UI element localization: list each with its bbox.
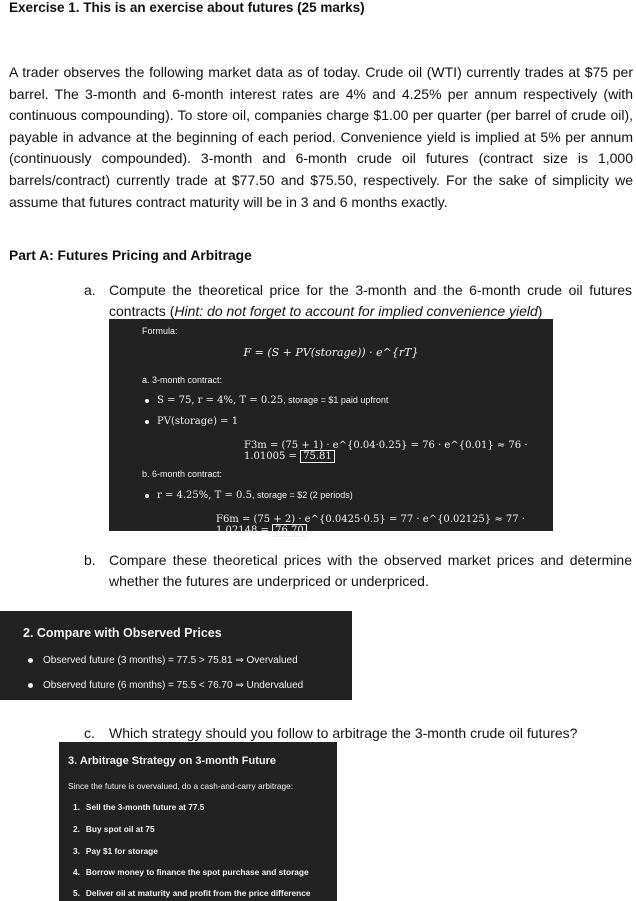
arbitrage-step — [73, 824, 161, 834]
compare-item-6m-text: Observed future (6 months) = 75.5 < 76.70 ⇒ Undervalued — [43, 680, 304, 691]
arbitrage-heading: 3. Arbitrage Strategy on 3-month Future — [68, 755, 277, 767]
compare-item-3m-text: Observed future (3 months) = 77.5 > 75.81 ⇒ Overvalued — [43, 655, 298, 666]
section-3m-heading: a. 3-month contract: — [142, 375, 223, 385]
arbitrage-step — [73, 867, 315, 877]
question-a-hint: Hint: do not forget to account for implied convenience yield — [174, 303, 538, 319]
part-a-heading: Part A: Futures Pricing and Arbitrage — [9, 248, 252, 263]
answer-box-futures-pricing — [109, 319, 553, 536]
section-6m-heading: b. 6-month contract: — [142, 469, 223, 479]
step-text: Borrow money to finance the spot purchase and storage — [85, 867, 309, 877]
question-c — [84, 723, 629, 744]
inputs-6m-math: r = 4.25%, T = 0.5 — [157, 490, 252, 501]
arbitrage-intro: Since the future is overvalued, do a cash-and-carry arbitrage: — [68, 781, 294, 791]
question-a-label: a. — [84, 282, 96, 298]
question-c-label: c. — [84, 725, 95, 741]
arbitrage-step — [73, 802, 210, 812]
arbitrage-step — [73, 846, 164, 856]
question-a — [84, 280, 632, 322]
storage-3m-math: PV(storage) = 1 — [157, 416, 239, 427]
bullet-3m-storage — [145, 416, 238, 427]
arbitrage-step — [73, 888, 316, 898]
step-number: 5. — [73, 888, 80, 898]
formula: F = (S + PV(storage)) · e^{rT} — [243, 346, 419, 359]
exercise-title: Exercise 1. This is an exercise about futures (25 marks) — [9, 0, 365, 15]
equation-3m-body: F3m = (75 + 1) · e^{0.04·0.25} = 76 · e^{0.01} ≈ 76 · 1.01005 = — [244, 440, 528, 462]
inputs-6m-text: , storage = $2 (2 periods) — [251, 490, 353, 500]
step-number: 2. — [73, 824, 80, 834]
inputs-3m-text: , storage = $1 paid upfront — [283, 395, 389, 405]
answer-box-arbitrage — [59, 742, 337, 901]
step-number: 4. — [73, 867, 80, 877]
question-c-text: Which strategy should you follow to arbitrage the 3-month crude oil futures? — [109, 725, 578, 741]
result-3m: 75.81 — [300, 450, 335, 463]
bullet-6m-inputs — [145, 490, 353, 501]
step-text: Buy spot oil at 75 — [85, 824, 155, 834]
step-text: Sell the 3-month future at 77.5 — [85, 802, 205, 812]
inputs-3m-math: S = 75, r = 4%, T = 0.25 — [157, 395, 284, 406]
question-b-label: b. — [84, 552, 96, 568]
answer-box-compare — [0, 611, 352, 700]
equation-3m — [244, 440, 553, 462]
step-number: 1. — [73, 802, 80, 812]
result-6m: 76.70 — [272, 524, 307, 537]
step-number: 3. — [73, 846, 80, 856]
compare-item-6m — [28, 680, 303, 691]
bullet-3m-inputs — [145, 395, 388, 406]
problem-statement: A trader observes the following market data as of today. Crude oil (WTI) currently trades at $75 per barrel. The 3-month and 6-month interest rates are 4% and 4.25% per annum respectively (with continuous compounding). To store oil, companies charge $1.00 per quarter (per barrel of crude oil), payable in advance at the beginning of each period. Convenience yield is implied at 5% per annum (continuously compounded). 3-month and 6-month crude oil futures (contract size is 1,000 barrels/contract) currently trade at $77.50 and $75.50, respectively. For the sake of simplicity we assume that futures contract maturity will be in 3 and 6 months exactly. — [9, 64, 633, 210]
question-b-text: Compare these theoretical prices with the observed market prices and determine whether the futures are underpriced or underpriced. — [109, 552, 632, 589]
question-a-text: Compute the theoretical price for the 3-month and the 6-month crude oil futures contracts ( — [109, 282, 632, 319]
equation-6m-body: F6m = (75 + 2) · e^{0.0425·0.5} = 77 · e^{0.02125} ≈ 77 · 1.02148 = — [216, 514, 525, 536]
compare-item-3m — [28, 655, 298, 666]
formula-label: Formula: — [142, 326, 178, 336]
question-b — [84, 550, 632, 592]
compare-heading: 2. Compare with Observed Prices — [23, 626, 222, 640]
question-a-close: ) — [537, 303, 543, 319]
equation-6m — [216, 514, 553, 536]
step-text: Deliver oil at maturity and profit from the price difference — [85, 888, 311, 898]
step-text: Pay $1 for storage — [85, 846, 158, 856]
